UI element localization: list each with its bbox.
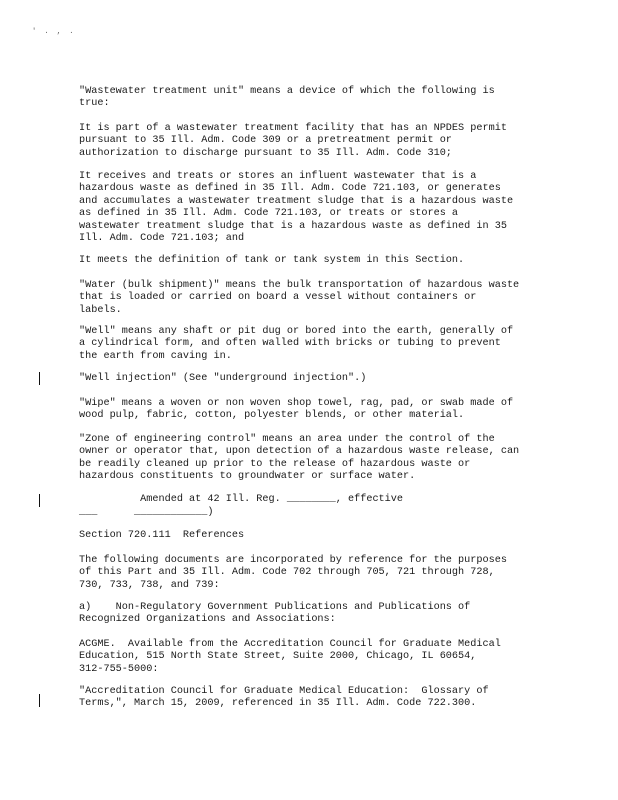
revision-bar (39, 372, 40, 385)
amended-line-1: Amended at 42 Ill. Reg. ________, effective (79, 494, 404, 505)
definition-well-injection: "Well injection" (See "underground injection".) (79, 373, 367, 384)
revision-bar (39, 694, 40, 707)
section-heading: Section 720.111 References (79, 530, 245, 541)
definition-well: "Well" means any shaft or pit dug or bored into the earth, generally of a cylindrical form, and often walled with bricks or tubing to prevent the earth from caving in. (79, 326, 514, 362)
scan-corner-marks: ' . , . (32, 28, 76, 36)
definition-wipe: "Wipe" means a woven or non woven shop towel, rag, pad, or swab made of wood pulp, fabric, cotton, polyester blends, or other material. (79, 398, 514, 422)
references-intro: The following documents are incorporated by reference for the purposes of this Part and 35 Ill. Adm. Code 702 through 705, 721 through 728, 730, 733, 738, and 739: (79, 555, 507, 591)
criterion-tank-definition: It meets the definition of tank or tank system in this Section. (79, 255, 465, 266)
criterion-hazardous-influent: It receives and treats or stores an influent wastewater that is a hazardous waste as defined in 35 Ill. Adm. Code 721.103, or generates and accumulates a wastewater treatment sludge that is a hazardous waste as defined in 35 Ill. Adm. Code 721.103, or treats or stores a wastewater treatment sludge that is a hazardous waste as defined in 35 Ill. Adm. Code 721.103; and (79, 171, 514, 245)
amended-line-2: ___ ____________) (79, 507, 214, 518)
definition-water-bulk-shipment: "Water (bulk shipment)" means the bulk transportation of hazardous waste that is loaded or carried on board a vessel without containers or labels. (79, 280, 520, 316)
acgme-entry: ACGME. Available from the Accreditation Council for Graduate Medical Education, 515 North State Street, Suite 2000, Chicago, IL 60654, 312-755-5000: (79, 639, 501, 675)
subsection-a: a) Non-Regulatory Government Publications and Publications of Recognized Organizations and Associations: (79, 602, 471, 626)
definition-wastewater-treatment-unit: "Wastewater treatment unit" means a device of which the following is true: (79, 86, 495, 110)
criterion-npdes-permit: It is part of a wastewater treatment facility that has an NPDES permit pursuant to 35 Ill. Adm. Code 309 or a pretreatment permit or authorization to discharge pursuant to 35 Ill. Adm. Code 310; (79, 123, 507, 159)
definition-zone-of-engineering-control: "Zone of engineering control" means an area under the control of the owner or operator that, upon detection of a hazardous waste release, can be readily cleaned up prior to the release of hazardous waste or hazardous constituents to groundwater or surface water. (79, 434, 520, 483)
revision-bar (39, 494, 40, 507)
acgme-glossary-reference: "Accreditation Council for Graduate Medical Education: Glossary of Terms,", March 15, 2009, referenced in 35 Ill. Adm. Code 722.300. (79, 686, 489, 710)
